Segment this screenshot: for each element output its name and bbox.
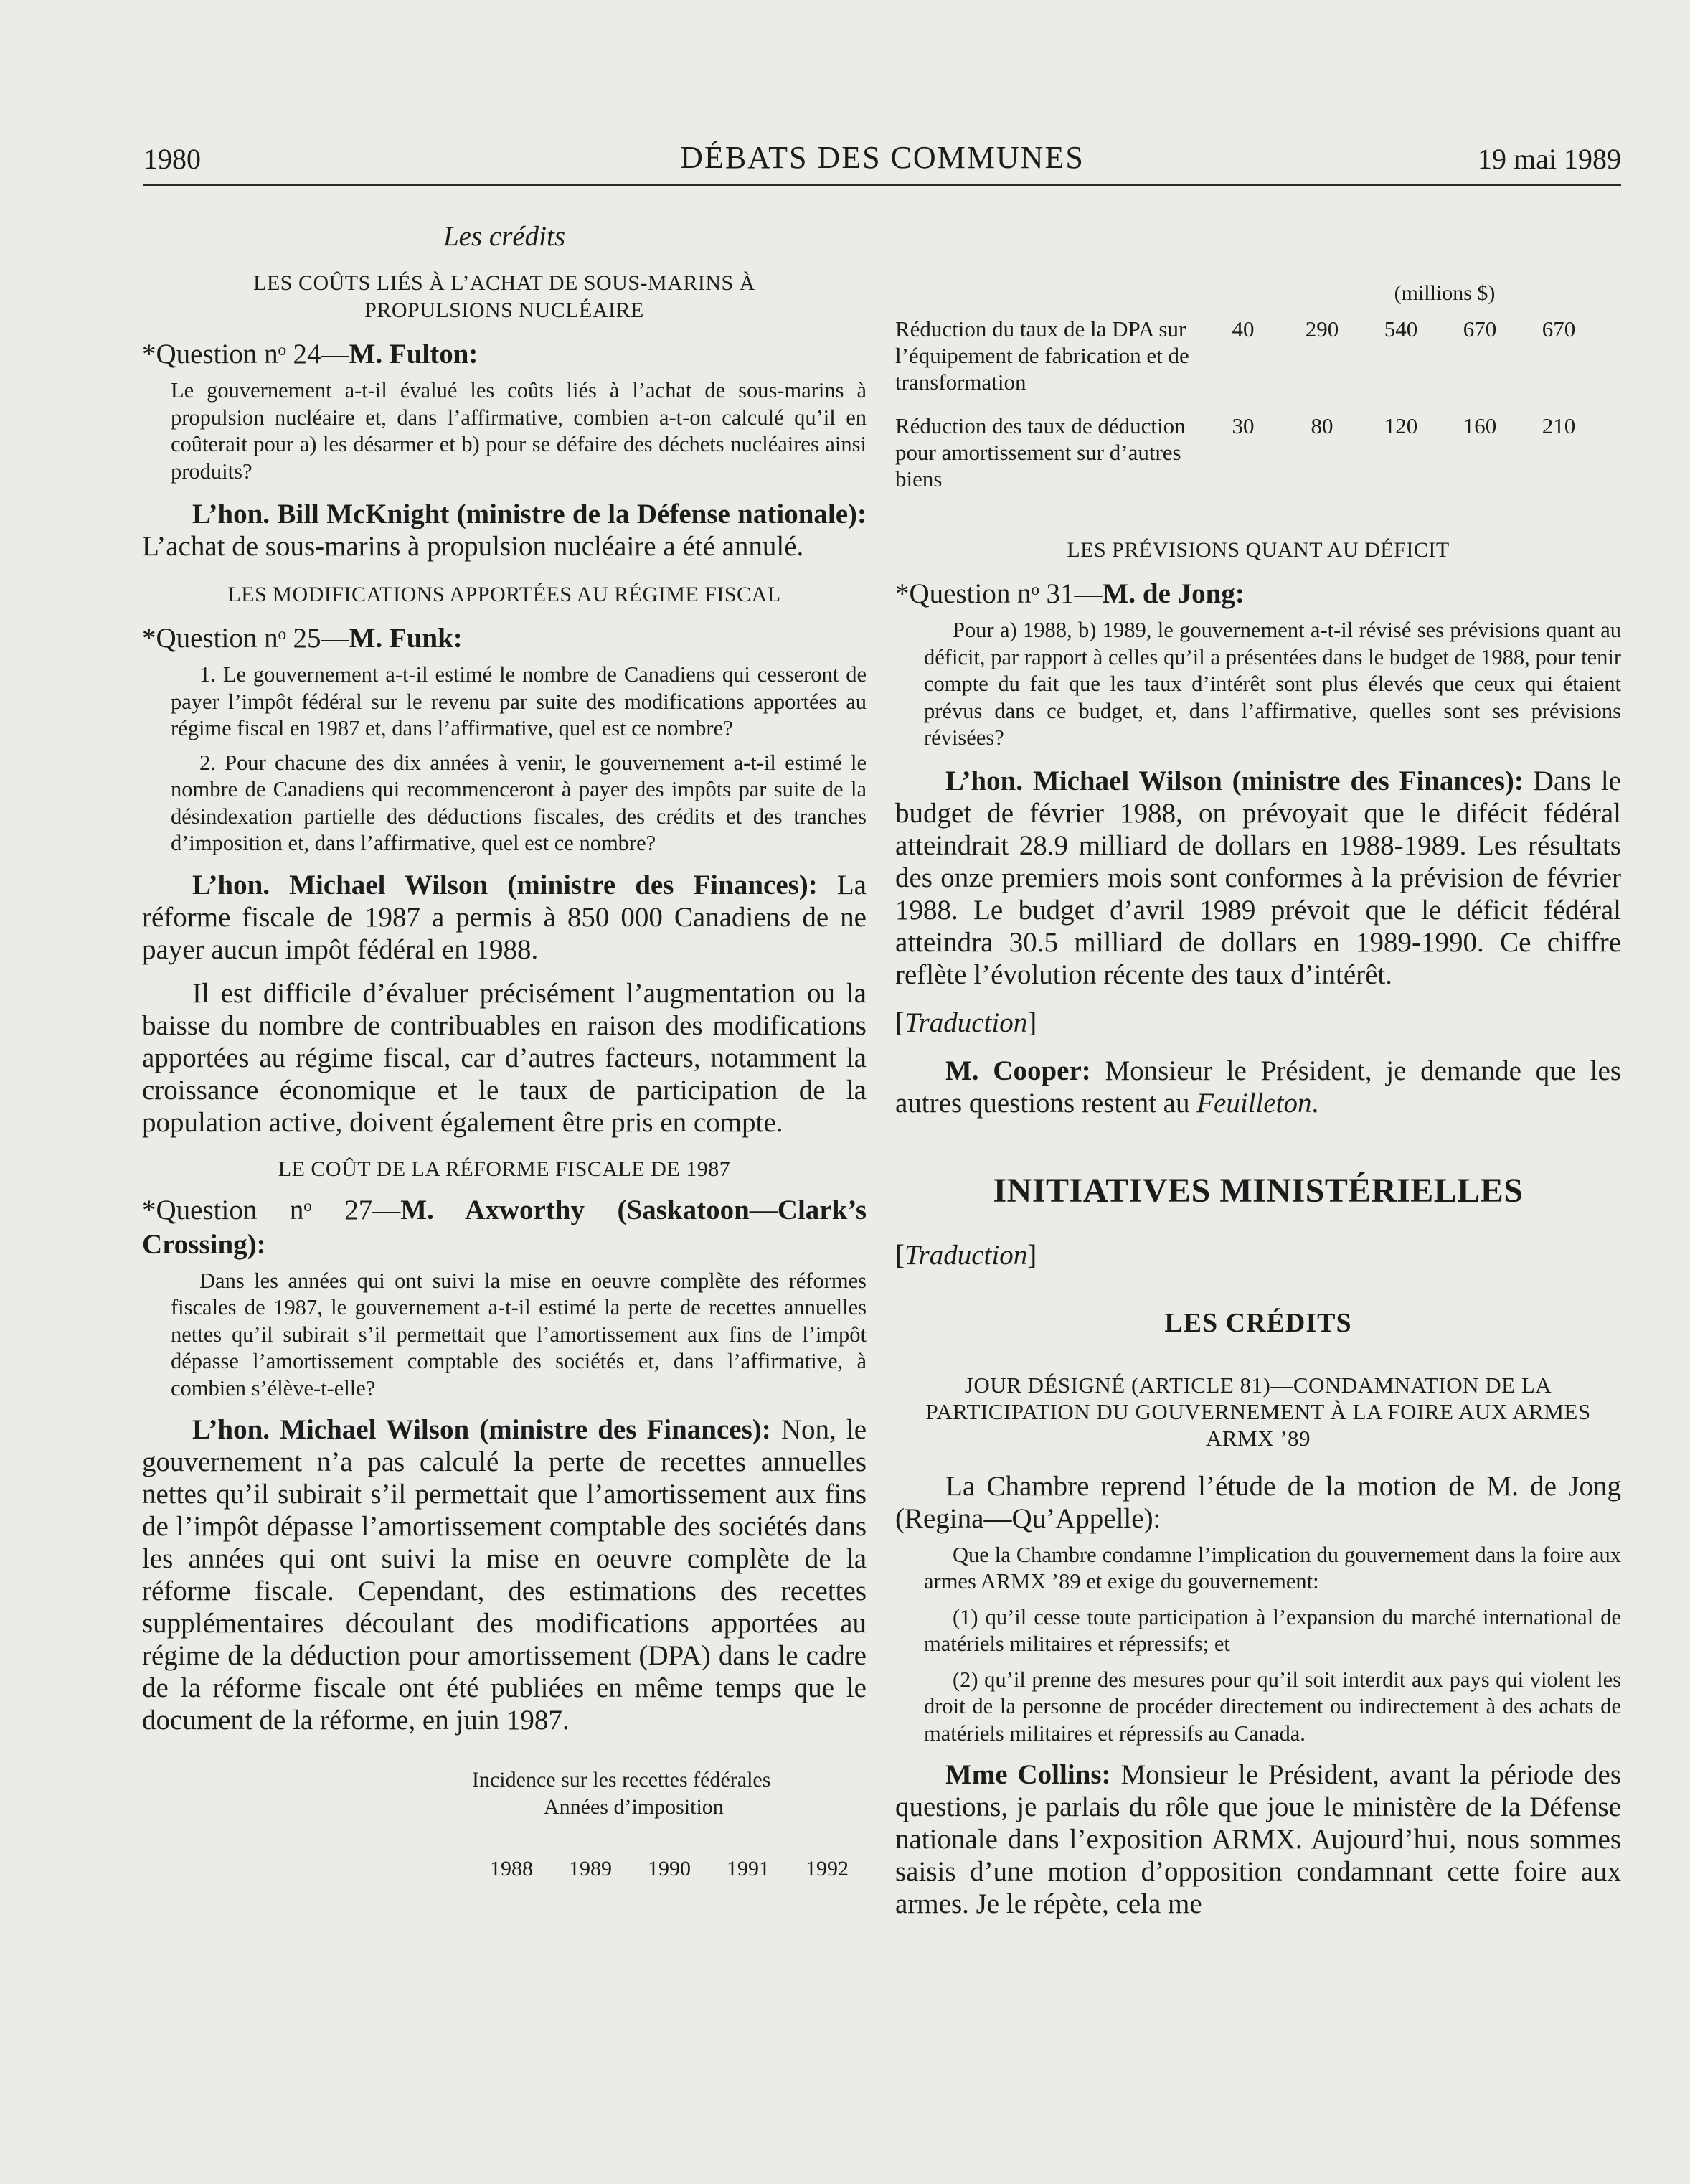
sub-heading: LES CRÉDITS [1164, 1307, 1352, 1338]
q24-heading: LES COÛTS LIÉS À L’ACHAT DE SOUS-MARINS À PROPULSIONS NUCLÉAIRE [253, 271, 755, 322]
table-cell: 210 [1542, 413, 1576, 438]
motion-intro: Que la Chambre condamne l’implication du gouvernement dans la foire aux armes ARMX ’89 et exige du gouvernement: [924, 1542, 1621, 1594]
q27-asker: M. Axworthy (Saskatoon—Clark’s Crossing): [142, 1194, 867, 1260]
table-cell: 670 [1463, 316, 1497, 342]
q27-text: Dans les années qui ont suivi la mise en oeuvre complète des réformes fiscales de 1987, le gouvernement a-t-il estimé la perte de recettes annuelles nettes qu’il subirait s’il permettait que l’amortissement aux fins de l’impôt dépasse l’amortissement comptable des sociétés et, dans l’affirmative, à combien s’élève-t-elle? [171, 1268, 867, 1401]
table-row [895, 413, 1621, 492]
collins-speaker: Mme Collins: [945, 1759, 1111, 1790]
main-heading: INITIATIVES MINISTÉRIELLES [993, 1171, 1524, 1210]
revenue-table-years [142, 1857, 867, 1881]
q24-asker: M. Fulton: [349, 339, 478, 370]
cooper-speaker: M. Cooper: [945, 1055, 1091, 1086]
page-header [143, 138, 1621, 186]
collins-statement: Mme Collins: Monsieur le Président, avant la période des questions, je parlais du rôle que joue le ministère de la Défense nationale dans l’exposition ARMX. Aujourd’hui, nous sommes saisis d’une motion d’opposition condamnant cette foire aux armes. Je le répète, cela me [895, 1759, 1621, 1919]
q27-answer: L’hon. Michael Wilson (ministre des Finances): Non, le gouvernement n’a pas calculé la perte de recettes annuelles nettes qu’il subirait s’il permettait que l’amortissement aux fins de l’impôt dépasse l’amortissement comptable des sociétés dans les années qui ont suivi la mise en oeuvre complète de la réforme fiscale. Cependant, des estimations des recettes supplémentaires découlant des modifications apportées au régime de la déduction pour amortissement (DPA) dans le cadre de la réforme fiscale ont été publiées en même temps que le document de la réforme, en juin 1987. [142, 1414, 867, 1736]
right-column [895, 215, 1621, 1920]
motion-resume: La Chambre reprend l’étude de la motion de M. de Jong (Regina—Qu’Appelle): [895, 1470, 1621, 1534]
q31-asker: M. de Jong: [1102, 578, 1245, 609]
q24-question-line: *Question nᵒ 24—M. Fulton: [142, 339, 478, 370]
q25-answer: L’hon. Michael Wilson (ministre des Finances): La réforme fiscale de 1987 a permis à 850 000 Canadiens de ne payer aucun impôt fédéral en 1988. [142, 869, 867, 965]
jour-designe-heading: JOUR DÉSIGNÉ (ARTICLE 81)—CONDAMNATION DE LA PARTICIPATION DU GOUVERNEMENT À LA FOIRE AUX ARMES ARMX ’89 [925, 1372, 1591, 1451]
q27-heading: LE COÛT DE LA RÉFORME FISCALE DE 1987 [278, 1157, 731, 1181]
q25-heading: LES MODIFICATIONS APPORTÉES AU RÉGIME FISCAL [227, 583, 781, 606]
q24-answer: L’hon. Bill McKnight (ministre de la Défense nationale): L’achat de sous-marins à propulsion nucléaire a été annulé. [142, 499, 867, 562]
table-cell: 290 [1305, 316, 1339, 342]
table-row [895, 316, 1621, 395]
q25-text-2: 2. Pour chacune des dix années à venir, le gouvernement a-t-il estimé le nombre de Canadiens qui recommenceront à payer des impôts par suite de la désindexation partielle des déductions fiscales, des crédits et des tranches d’imposition et, dans l’affirmative, quel est ce nombre? [171, 750, 867, 855]
traduction-note: [Traduction] [895, 1007, 1037, 1038]
table-row-label: Réduction du taux de la DPA sur l’équipement de fabrication et de transformation [895, 316, 1189, 395]
q31-question-line: *Question nᵒ 31—M. de Jong: [895, 578, 1245, 609]
revenue-table-heading: Incidence sur les recettes fédérales Années d’imposition [472, 1768, 771, 1819]
table-cell: 40 [1232, 316, 1255, 342]
q25-answer-continued: Il est difficile d’évaluer précisément l’augmentation ou la baisse du nombre de contribuables en raison des modifications apportées au régime fiscal, car d’autres facteurs, notamment la croissance économique et le taux de participation de la population active, doivent également être pris en compte. [142, 977, 867, 1138]
table-cell: 30 [1232, 413, 1255, 438]
table-cell: 80 [1311, 413, 1333, 438]
q25-asker: M. Funk: [349, 623, 463, 654]
table-cell: 540 [1384, 316, 1418, 342]
motion-item-1: (1) qu’il cesse toute participation à l’expansion du marché international de matériels militaires et répressifs; et [924, 1604, 1621, 1656]
q31-answer: L’hon. Michael Wilson (ministre des Finances): Dans le budget de février 1988, on prévoyait que le difécit fédéral atteindrait 28.9 milliard de dollars en 1988-1989. Les résultats des onze premiers mois sont conformes à la prévision de février 1988. Le budget d’avril 1989 prévoit que le déficit fédéral atteindra 30.5 milliard de dollars en 1989-1990. Ce chiffre reflète l’évolution récente des taux d’intérêt. [895, 765, 1621, 990]
table-row-label: Réduction des taux de déduction pour amortissement sur d’autres biens [895, 413, 1186, 491]
table-cell: 160 [1463, 413, 1497, 438]
page-number: 1980 [143, 143, 201, 175]
q27-question-line: *Question nᵒ 27—M. Axworthy (Saskatoon—Clark’s Crossing): [142, 1194, 867, 1260]
q25-text-1: 1. Le gouvernement a-t-il estimé le nombre de Canadiens qui cesseront de payer l’impôt fédéral sur le revenu par suite des modifications apportées au régime fiscal en 1987 et, dans l’affirmative, quel est ce nombre? [171, 662, 867, 740]
left-column [142, 215, 867, 1881]
year-cell: 1988 [490, 1857, 533, 1881]
year-cell: 1990 [648, 1857, 691, 1881]
q31-answer-speaker: L’hon. Michael Wilson (ministre des Finances): [945, 765, 1524, 796]
q25-question-line: *Question nᵒ 25—M. Funk: [142, 623, 463, 654]
publication-title: DÉBATS DES COMMUNES [680, 140, 1085, 175]
page-date: 19 mai 1989 [1478, 143, 1621, 175]
traduction-note-2: [Traduction] [895, 1239, 1037, 1271]
table-cell: 670 [1542, 316, 1576, 342]
table-units: (millions $) [1394, 281, 1496, 305]
q25-answer-speaker: L’hon. Michael Wilson (ministre des Finances): [192, 869, 818, 900]
motion-item-2: (2) qu’il prenne des mesures pour qu’il soit interdit aux pays qui violent les droit de la personne de procéder directement ou indirectement à des achats de matériels militaires et répressifs au Canada. [924, 1667, 1621, 1746]
year-cell: 1991 [727, 1857, 770, 1881]
q31-heading: LES PRÉVISIONS QUANT AU DÉFICIT [1067, 538, 1450, 562]
q27-answer-speaker: L’hon. Michael Wilson (ministre des Finances): [192, 1414, 771, 1445]
year-cell: 1989 [569, 1857, 612, 1881]
q24-text: Le gouvernement a-t-il évalué les coûts liés à l’achat de sous-marins à propulsion nucléaire et, dans l’affirmative, combien a-t-on calculé qu’il en coûterait pour a) les désarmer et b) pour se défaire des déchets nucléaires ainsi produits? [171, 378, 867, 484]
table-cell: 120 [1384, 413, 1418, 438]
section-title: Les crédits [443, 221, 566, 252]
year-cell: 1992 [806, 1857, 849, 1881]
q31-text: Pour a) 1988, b) 1989, le gouvernement a-t-il révisé ses prévisions quant au déficit, par rapport à celles qu’il a présentées dans le budget de 1988, pour tenir compte du fait que les taux d’intérêt sont plus élevés que ceux qui étaient prévus dans ce budget, et, dans l’affirmative, quelles sont ses prévisions révisées? [924, 618, 1621, 750]
q24-answer-speaker: L’hon. Bill McKnight (ministre de la Défense nationale): [192, 499, 867, 529]
cooper-statement: M. Cooper: Monsieur le Président, je demande que les autres questions restent au Feuilleton. [895, 1055, 1621, 1119]
